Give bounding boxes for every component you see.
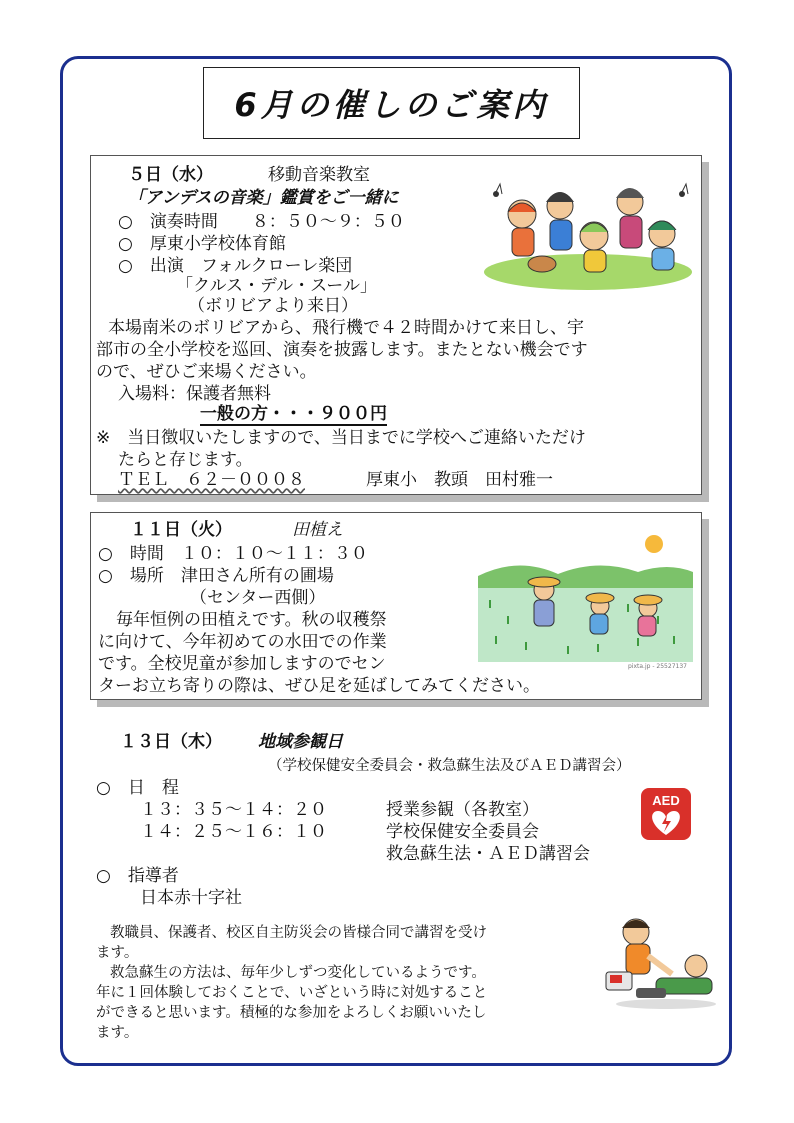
event2-item: ○ 時間 １０：１０～１１：３０	[98, 544, 368, 564]
event2-item: （センター西側）	[190, 588, 326, 608]
event3-body: ます。	[96, 945, 139, 961]
event3-instructor-label: ○ 指導者	[96, 866, 179, 886]
event1-subtitle: 「アンデスの音楽」鑑賞をご一緒に	[128, 188, 399, 208]
event1-item: ○ 厚東小学校体育館	[118, 234, 286, 254]
rice-illustration-credit: pixta.jp - 25527137	[628, 663, 687, 670]
band-illustration	[482, 172, 694, 290]
event2-body: 毎年恒例の田植えです。秋の収穫祭	[116, 610, 387, 630]
event3-body: ます。	[96, 1025, 139, 1041]
event3-schedule-item: 学校保健安全委員会	[386, 822, 539, 842]
event3-body: 年に１回体験しておくことで、いざという時に対処すること	[96, 985, 488, 1001]
event1-admission-general: 一般の方・・・９００円	[200, 404, 387, 424]
event1-item: ○ 出演 フォルクローレ楽団	[118, 256, 353, 276]
event1-contact: 厚東小 教頭 田村雅一	[366, 470, 553, 490]
event3-date: １３日（木）	[120, 732, 222, 752]
page-title: 6月の催しのご案内	[234, 86, 549, 124]
event1-admission-label: 入場料：保護者無料	[118, 384, 271, 404]
event3-subtitle: （学校保健安全委員会・救急蘇生法及びＡＥＤ講習会）	[268, 758, 631, 774]
event1-item: 「クルス・デル・スール」	[176, 276, 377, 296]
aed-icon	[640, 787, 692, 841]
event3-schedule-item: 救急蘇生法・ＡＥＤ講習会	[386, 844, 590, 864]
cpr-illustration	[600, 912, 718, 1010]
aed-label: AED	[652, 793, 680, 808]
event3-body: 教職員、保護者、校区自主防災会の皆様合同で講習を受け	[110, 925, 487, 941]
event2-item: ○ 場所 津田さん所有の圃場	[98, 566, 334, 586]
event1-item: ○ 演奏時間 ８：５０～９：５０	[118, 212, 405, 232]
event3-schedule-item: 授業参観（各教室）	[386, 800, 539, 820]
event1-body: 部市の全小学校を巡回、演奏を披露します。またとない機会です	[96, 340, 588, 360]
event3-schedule-time: １３：３５～１４：２０	[140, 800, 327, 820]
event1-tel: ＴＥＬ ６２－０００８	[118, 470, 305, 490]
event3-body: 救急蘇生の方法は、毎年少しずつ変化しているようです。	[110, 965, 486, 981]
event1-note: たらと存じます。	[118, 450, 253, 470]
event2-name: 田植え	[292, 520, 343, 540]
event1-name: 移動音楽教室	[268, 165, 370, 185]
event2-date: １１日（火）	[130, 520, 232, 540]
event2-body: ターお立ち寄りの際は、ぜひ足を延ばしてみてください。	[98, 676, 540, 696]
event3-schedule-time: １４：２５～１６：１０	[140, 822, 327, 842]
event1-note: ※ 当日徴収いたしますので、当日までに学校へご連絡いただけ	[96, 428, 586, 448]
event1-item: （ボリビアより来日）	[188, 296, 358, 316]
rice-planting-illustration	[478, 528, 693, 670]
event2-body: です。全校児童が参加しますのでセン	[98, 654, 386, 674]
page-title-box	[203, 67, 580, 139]
event3-body: ができると思います。積極的な参加をよろしくお願いいたし	[96, 1005, 487, 1021]
event1-body: 本場南米のボリビアから、飛行機で４２時間かけて来日し、宇	[108, 318, 584, 338]
event1-date: ５日（水）	[128, 165, 213, 185]
event3-name: 地域参観日	[258, 732, 343, 752]
event3-schedule-label: ○ 日 程	[96, 778, 179, 798]
event2-body: に向けて、今年初めての水田での作業	[98, 632, 387, 652]
event1-body: ので、ぜひご来場ください。	[96, 362, 317, 382]
event3-instructor: 日本赤十字社	[140, 888, 242, 908]
